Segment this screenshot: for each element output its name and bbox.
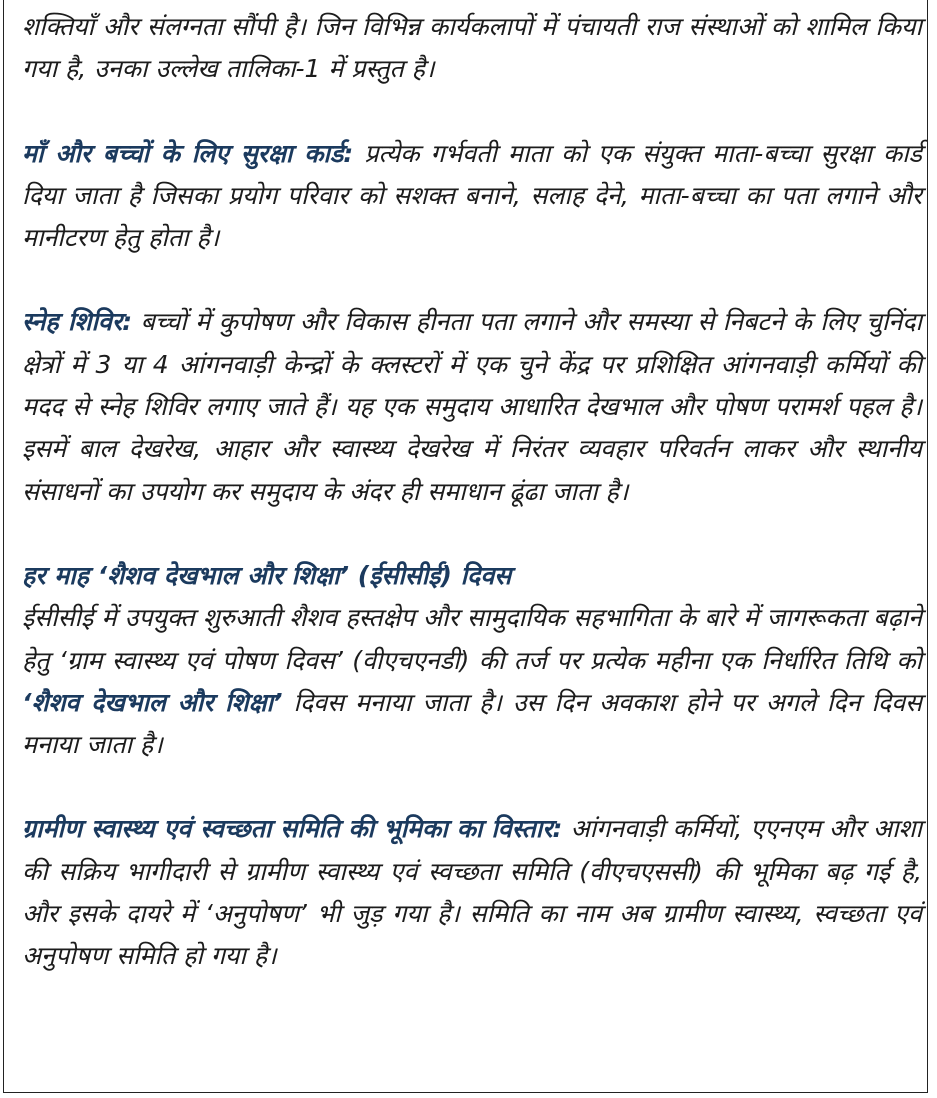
mcp-card-paragraph (22, 133, 922, 260)
document-body (22, 6, 922, 978)
intro-paragraph (22, 6, 922, 91)
ecce-day-paragraph (22, 597, 922, 766)
ecce-day-heading-line (22, 555, 922, 597)
ecce-day-bold-phrase: ‘शैशव देखभाल और शिक्षा’ (22, 687, 283, 717)
mcp-card-heading: माँ और बच्चों के लिए सुरक्षा कार्ड: (22, 138, 354, 168)
paragraph-spacer (22, 91, 922, 133)
document-frame (3, 0, 928, 1093)
mcp-card-text: प्रत्येक गर्भवती माता को एक संयुक्त माता-बच्चा सुरक्षा कार्ड दिया जाता है जिसका प्रयोग परिवार को सशक्त बनाने, सलाह देने, माता-बच्चा का पता लगाने और मानीटरण हेतु होता है। (22, 138, 922, 253)
ecce-day-text-after: दिवस मनाया जाता है। उस दिन अवकाश होने पर अगले दिन दिवस मनाया जाता है। (22, 687, 922, 760)
vhsc-text: आंगनवाड़ी कर्मियों, एएनएम और आशा की सक्रिय भागीदारी से ग्रामीण स्वास्थ्य एवं स्वच्छता समिति (वीएचएससी) की भूमिका बढ़ गई है, और इसके दायरे में ‘अनुपोषण’ भी जुड़ गया है। समिति का नाम अब ग्रामीण स्वास्थ्य, स्वच्छता एवं अनुपोषण समिति हो गया है। (22, 814, 922, 971)
paragraph-spacer (22, 766, 922, 808)
sneh-shivir-text: बच्चों में कुपोषण और विकास हीनता पता लगाने और समस्या से निबटने के लिए चुनिंदा क्षेत्रों में 3 या 4 आंगनवाड़ी केन्द्रों के क्लस्टरों में एक चुने केंद्र पर प्रशिक्षित आंगनवाड़ी कर्मियों की मदद से स्नेह शिविर लगाए जाते हैं। यह एक समुदाय आधारित देखभाल और पोषण परामर्श पहल है। इसमें बाल देखरेख, आहार और स्वास्थ्य देखरेख में निरंतर व्यवहार परिवर्तन लाकर और स्थानीय संसाधनों का उपयोग कर समुदाय के अंदर ही समाधान ढूंढा जाता है। (22, 307, 922, 506)
paragraph-spacer (22, 259, 922, 301)
sneh-shivir-heading: स्नेह शिविर: (22, 307, 133, 337)
vhsc-heading: ग्रामीण स्वास्थ्य एवं स्वच्छता समिति की भूमिका का विस्तार: (22, 814, 563, 844)
intro-text: शक्तियाँ और संलग्नता सौंपी है। जिन विभिन्न कार्यकलापों में पंचायती राज संस्थाओं को शामिल किया गया है, उनका उल्लेख तालिका-1 में प्रस्तुत है। (22, 12, 922, 84)
ecce-day-heading: हर माह ‘शैशव देखभाल और शिक्षा’ (ईसीसीई) दिवस (22, 560, 512, 590)
vhsc-paragraph (22, 808, 922, 977)
ecce-day-text-before: ईसीसीई में उपयुक्त शुरुआती शैशव हस्तक्षेप और सामुदायिक सहभागिता के बारे में जागरूकता बढ़ाने हेतु ‘ग्राम स्वास्थ्य एवं पोषण दिवस’ (वीएचएनडी) की तर्ज पर प्रत्येक महीना एक निर्धारित तिथि को (22, 603, 922, 675)
paragraph-spacer (22, 513, 922, 555)
sneh-shivir-paragraph (22, 301, 922, 512)
